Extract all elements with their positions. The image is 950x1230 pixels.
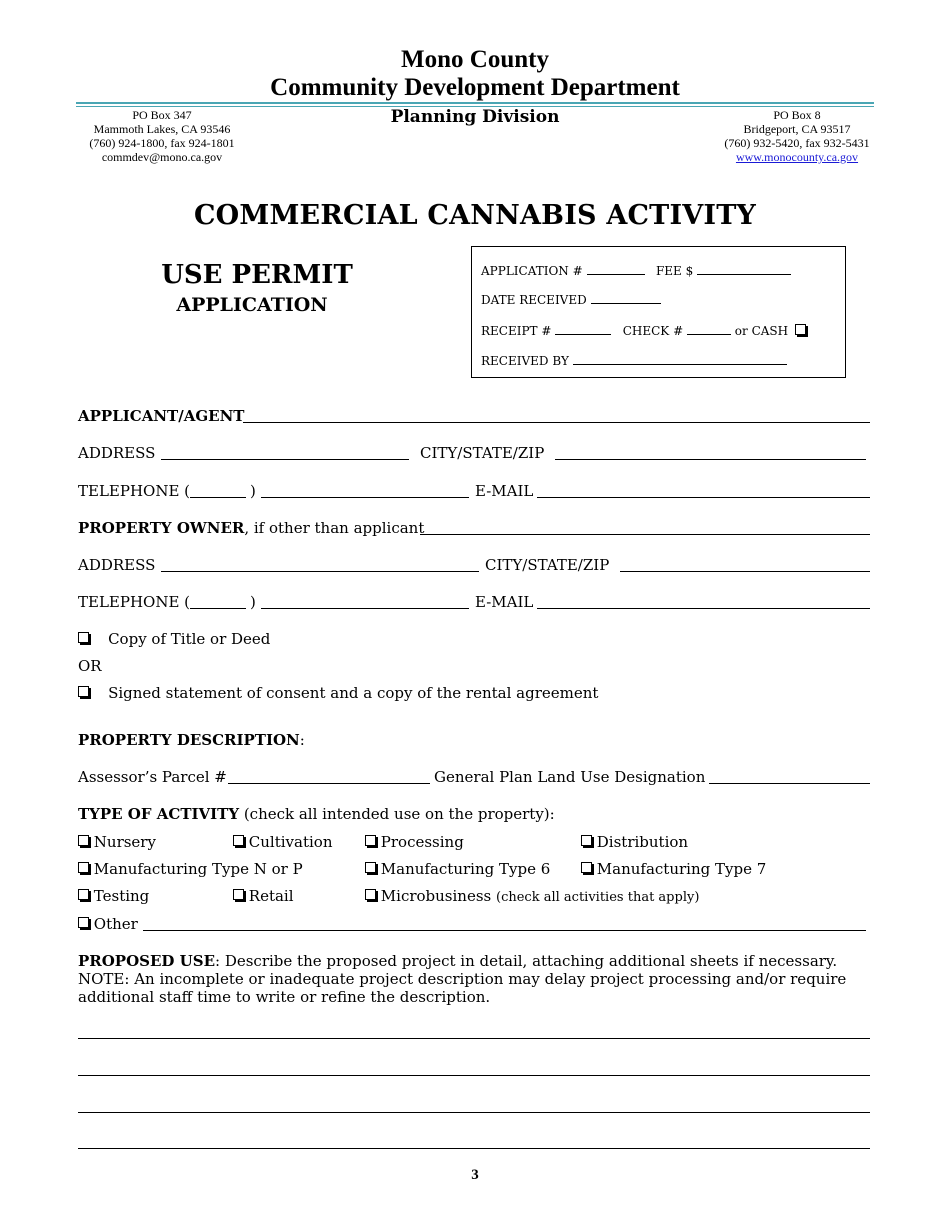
proposed-use-line[interactable] [78, 1112, 870, 1113]
email-address: commdev@mono.ca.gov [101, 150, 223, 164]
applicant-email-field[interactable] [537, 497, 870, 498]
proposed-use-heading: PROPOSED USE [78, 952, 215, 970]
address-line: (760) 932-5420, fax 932-5431 [724, 136, 870, 150]
page-number: 3 [471, 1167, 479, 1183]
address-line: (760) 924-1800, fax 924-1801 [89, 136, 235, 150]
property-owner-label: PROPERTY OWNER [78, 519, 245, 537]
applicant-telephone-field[interactable] [261, 497, 469, 498]
title-deed-label: Copy of Title or Deed [108, 630, 271, 648]
header-rule [76, 102, 874, 104]
address-line: Mammoth Lakes, CA 93546 [93, 122, 231, 136]
applicant-email-label: E-MAIL [475, 482, 534, 500]
manufacturing-7-checkbox[interactable] [581, 862, 592, 873]
fee-label: FEE $ [655, 264, 694, 278]
microbusiness-checkbox[interactable] [365, 889, 376, 900]
retail-label: Retail [248, 887, 294, 905]
proposed-use-line[interactable] [78, 1038, 870, 1039]
proposed-use-paragraph [78, 952, 870, 1006]
nursery-label: Nursery [93, 833, 156, 851]
address-line: PO Box 8 [773, 108, 821, 122]
processing-checkbox[interactable] [365, 835, 376, 846]
owner-telephone-label: TELEPHONE ( [78, 593, 191, 611]
other-activity-field[interactable] [143, 930, 866, 931]
manufacturing-np-checkbox[interactable] [78, 862, 89, 873]
applicant-agent-label: APPLICANT/AGENT [78, 407, 245, 425]
other-checkbox[interactable] [78, 917, 89, 928]
received-by-label: RECEIVED BY [481, 354, 569, 368]
consent-label: Signed statement of consent and a copy of the rental agreement [108, 684, 599, 702]
testing-label: Testing [93, 887, 150, 905]
applicant-area-code-field[interactable] [190, 497, 246, 498]
paren-close: ) [250, 593, 256, 611]
left-office-address [62, 108, 262, 164]
applicant-city-field[interactable] [555, 459, 866, 460]
website-link[interactable]: www.monocounty.ca.gov [735, 150, 859, 164]
receipt-number-field[interactable] [555, 322, 611, 335]
page-title: COMMERCIAL CANNABIS ACTIVITY [193, 200, 757, 231]
address-line: Bridgeport, CA 93517 [743, 122, 851, 136]
applicant-city-label: CITY/STATE/ZIP [420, 444, 545, 462]
title-deed-checkbox[interactable] [78, 632, 89, 643]
applicant-agent-field[interactable] [243, 422, 870, 423]
nursery-checkbox[interactable] [78, 835, 89, 846]
application-number-field[interactable] [587, 262, 645, 275]
fee-field[interactable] [697, 262, 791, 275]
parcel-field[interactable] [228, 783, 430, 784]
microbusiness-label: Microbusiness [380, 887, 492, 905]
other-label: Other [93, 915, 138, 933]
activity-heading-note: (check all intended use on the property): [243, 805, 555, 823]
right-office-address [694, 108, 900, 164]
manufacturing-6-checkbox[interactable] [365, 862, 376, 873]
general-plan-label: General Plan Land Use Designation [434, 768, 706, 786]
manufacturing-np-label: Manufacturing Type N or P [93, 860, 303, 878]
proposed-use-line[interactable] [78, 1075, 870, 1076]
department-name: Community Development Department [270, 74, 680, 101]
property-description-heading: PROPERTY DESCRIPTION [78, 731, 300, 749]
applicant-address-label: ADDRESS [78, 444, 156, 462]
permit-title: USE PERMIT [161, 260, 353, 290]
general-plan-field[interactable] [709, 783, 870, 784]
property-owner-suffix: , if other than applicant [244, 519, 425, 537]
manufacturing-7-label: Manufacturing Type 7 [596, 860, 767, 878]
paren-close: ) [250, 482, 256, 500]
office-use-box [471, 246, 846, 378]
activity-heading: TYPE OF ACTIVITY [78, 805, 240, 823]
consent-checkbox[interactable] [78, 686, 89, 697]
owner-address-field[interactable] [161, 571, 479, 572]
property-owner-field[interactable] [420, 534, 870, 535]
division-name: Planning Division [390, 107, 560, 127]
date-received-field[interactable] [591, 291, 661, 304]
applicant-address-field[interactable] [161, 459, 409, 460]
cultivation-label: Cultivation [248, 833, 333, 851]
retail-checkbox[interactable] [233, 889, 244, 900]
org-name: Mono County [401, 46, 549, 73]
heading-colon: : [299, 731, 305, 749]
owner-telephone-field[interactable] [261, 608, 469, 609]
owner-area-code-field[interactable] [190, 608, 246, 609]
distribution-label: Distribution [596, 833, 689, 851]
cash-checkbox[interactable] [795, 324, 806, 335]
distribution-checkbox[interactable] [581, 835, 592, 846]
testing-checkbox[interactable] [78, 889, 89, 900]
manufacturing-6-label: Manufacturing Type 6 [380, 860, 551, 878]
owner-city-label: CITY/STATE/ZIP [485, 556, 610, 574]
processing-label: Processing [380, 833, 464, 851]
cultivation-checkbox[interactable] [233, 835, 244, 846]
application-number-label: APPLICATION # [481, 264, 583, 278]
owner-email-field[interactable] [537, 608, 870, 609]
check-number-label: CHECK # [622, 324, 684, 338]
owner-address-label: ADDRESS [78, 556, 156, 574]
applicant-telephone-label: TELEPHONE ( [78, 482, 191, 500]
microbusiness-note: (check all activities that apply) [496, 890, 700, 905]
check-number-field[interactable] [687, 322, 731, 335]
proposed-use-text: : Describe the proposed project in detail, attaching additional sheets if necessary. NOTE: An incomplete or inadequate project description may delay project processing and/or require additional staff time to write or refine the description. [78, 952, 847, 1006]
or-text: OR [78, 657, 102, 675]
owner-email-label: E-MAIL [475, 593, 534, 611]
date-received-label: DATE RECEIVED [481, 293, 587, 307]
proposed-use-line[interactable] [78, 1148, 870, 1149]
owner-city-field[interactable] [620, 571, 870, 572]
receipt-number-label: RECEIPT # [481, 324, 552, 338]
address-line: PO Box 347 [132, 108, 192, 122]
parcel-label: Assessor’s Parcel # [78, 768, 227, 786]
received-by-field[interactable] [573, 352, 787, 365]
or-cash-label: or CASH [734, 324, 789, 338]
permit-subtitle: APPLICATION [176, 294, 328, 316]
